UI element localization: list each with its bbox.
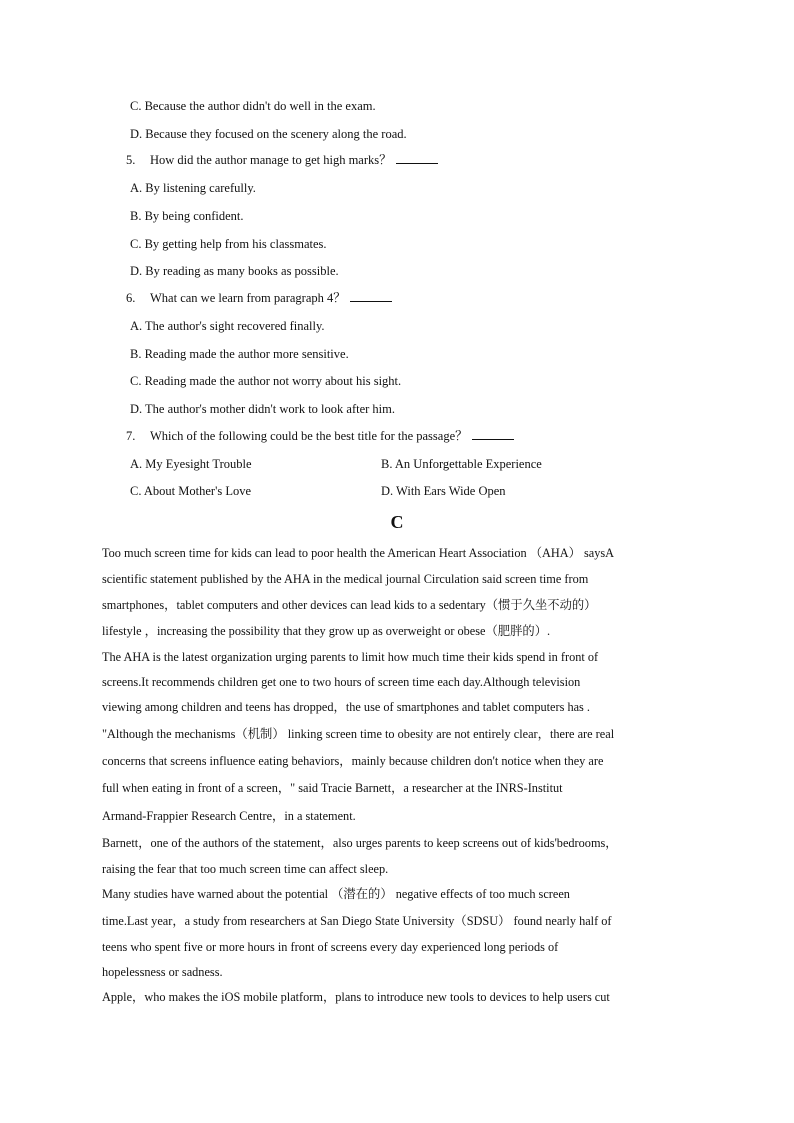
passage-line: smartphones，tablet computers and other devices can lead kids to a sedentary（惯于久坐不动的） [102,598,597,612]
q6-number: 6. [126,291,136,305]
passage-line: raising the fear that too much screen time can affect sleep. [102,862,389,876]
passage-line: Many studies have warned about the potential （潜在的） negative effects of too much screen [102,887,570,901]
passage-line: teens who spent five or more hours in front of screens every day experienced long periods of [102,940,559,954]
q5-option-a: A. By listening carefully. [130,181,256,195]
answer-blank [350,290,392,302]
q6-stem-line [126,290,392,306]
passage-line: screens.It recommends children get one to two hours of screen time each day.Although television [102,675,581,689]
q7-number: 7. [126,429,136,443]
answer-blank [472,428,514,440]
passage-line: The AHA is the latest organization urging parents to limit how much time their kids spend in front of [102,650,599,664]
q6-stem: What can we learn from paragraph 4？ [150,291,346,305]
q6-option-b: B. Reading made the author more sensitive. [130,347,349,361]
q5-stem-line [126,152,438,168]
q7-stem-line [126,428,514,444]
q7-stem: Which of the following could be the best title for the passage？ [150,429,468,443]
q7-option-c: C. About Mother's Love [130,484,251,498]
passage-line: Barnett，one of the authors of the statement，also urges parents to keep screens out of kids'bedrooms， [102,836,618,850]
passage-line: Armand-Frappier Research Centre，in a statement. [102,809,356,823]
passage-line: lifestyle ，increasing the possibility that they grow up as overweight or obese（肥胖的）. [102,624,551,638]
passage-line: Apple，who makes the iOS mobile platform，plans to introduce new tools to devices to help users cut [102,990,610,1004]
q5-number: 5. [126,153,136,167]
passage-line: concerns that screens influence eating behaviors，mainly because children don't notice when they are [102,754,604,768]
q6-option-a: A. The author's sight recovered finally. [130,319,325,333]
q5-option-b: B. By being confident. [130,209,244,223]
q5-stem: How did the author manage to get high marks？ [150,153,392,167]
passage-line: "Although the mechanisms（机制） linking screen time to obesity are not entirely clear，there are real [102,727,615,741]
q5-option-c: C. By getting help from his classmates. [130,237,327,251]
passage-line: scientific statement published by the AHA in the medical journal Circulation said screen time from [102,572,589,586]
passage-line: full when eating in front of a screen，" said Tracie Barnett，a researcher at the INRS-Institut [102,781,563,795]
passage-line: Too much screen time for kids can lead to poor health the American Heart Association （AHA） saysA [102,546,615,560]
q6-option-c: C. Reading made the author not worry about his sight. [130,374,402,388]
q4-option-c: C. Because the author didn't do well in the exam. [130,99,376,113]
section-title: C [390,512,404,532]
passage-line: time.Last year，a study from researchers at San Diego State University（SDSU） found nearly half of [102,914,612,928]
passage-line: hopelessness or sadness. [102,965,223,979]
q7-option-a: A. My Eyesight Trouble [130,457,252,471]
q4-option-d: D. Because they focused on the scenery along the road. [130,127,407,141]
passage-line: viewing among children and teens has dropped，the use of smartphones and tablet computers has . [102,700,590,714]
q6-option-d: D. The author's mother didn't work to look after him. [130,402,395,416]
q7-option-b: B. An Unforgettable Experience [381,457,542,471]
q5-option-d: D. By reading as many books as possible. [130,264,339,278]
q7-option-d: D. With Ears Wide Open [381,484,506,498]
answer-blank [396,152,438,164]
